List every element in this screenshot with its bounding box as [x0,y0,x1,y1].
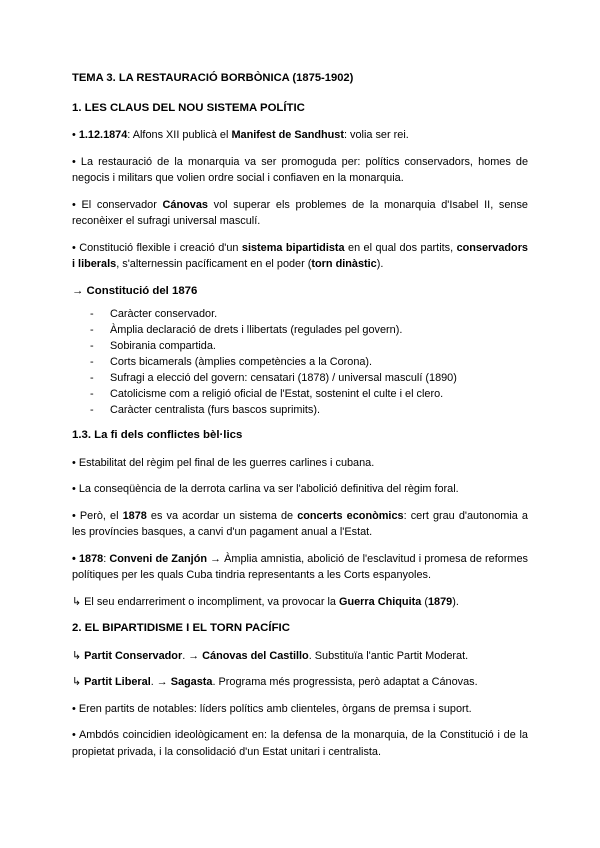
list-item: - Caràcter conservador. [90,306,528,322]
list-item: - Sufragi a elecció del govern: censatari (1878) / universal masculí (1890) [90,370,528,386]
paragraph-guerra-chiquita: ↳ El seu endarreriment o incompliment, va provocar la Guerra Chiquita (1879). [72,595,459,608]
paragraph-notables: • Eren partits de notables: líders polítics amb clienteles, òrgans de premsa i suport. [72,702,472,715]
paragraph-canovas: • El conservador Cánovas vol superar els problemes de la monarquia d'Isabel II, sense reconèixer el sufragi universal masculí. [72,198,528,227]
section-1-3-heading: 1.3. La fi dels conflictes bèl·lics [72,429,243,441]
paragraph-carlist: • La conseqüència de la derrota carlina va ser l'abolició definitiva del règim foral. [72,483,459,495]
list-item: - Catolicisme com a religió oficial de l'Estat, sostenint el culte i el clero. [90,386,528,402]
list-item: - Sobirania compartida. [90,338,528,354]
paragraph-ideology: • Ambdós coincidien ideològicament en: la defensa de la monarquia, de la Constitució i de la propietat privada, i la consolidació d'un Estat unitari i centralista. [72,729,528,758]
paragraph-restoration: • La restauració de la monarquia va ser promoguda per: polítics conservadors, homes de negocis i militars que volien ordre social i confiaven en la monarquia. [72,155,528,184]
constitution-list [72,306,528,418]
paragraph-stability: • Estabilitat del règim pel final de les guerres carlines i cubana. [72,456,375,469]
paragraph-concerts: • Però, el 1878 es va acordar un sistema de concerts econòmics: cert grau d'autonomia a les províncies basques, a canvi d'un pagament anual a l'Estat. [72,509,528,538]
list-item: - Corts bicamerals (àmplies competències a la Corona). [90,354,528,370]
document-title: TEMA 3. LA RESTAURACIÓ BORBÒNICA (1875-1902) [72,72,354,84]
paragraph-liberal-party: ↳ Partit Liberal. → Sagasta. Programa més progressista, però adaptat a Cánovas. [72,676,478,688]
paragraph-manifest: • 1.12.1874: Alfons XII publicà el Manifest de Sandhust: volia ser rei. [72,129,409,141]
paragraph-conservative-party: ↳ Partit Conservador. → Cánovas del Castillo. Substituïa l'antic Partit Moderat. [72,649,469,662]
paragraph-bipartisan: • Constitució flexible i creació d'un sistema bipartidista en el qual dos partits, conservadors i liberals, s'alternessin pacíficament en el poder (torn dinàstic). [72,241,528,270]
list-item: - Caràcter centralista (furs bascos suprimits). [90,402,528,418]
section-1-heading: 1. LES CLAUS DEL NOU SISTEMA POLÍTIC [72,101,305,114]
paragraph-zanjon: • 1878: Conveni de Zanjón → Àmplia amnistia, abolició de l'esclavitud i promesa de reformes polítiques per les quals Cuba tindria representants a les Corts espanyoles. [72,552,528,581]
section-2-heading: 2. EL BIPARTIDISME I EL TORN PACÍFIC [72,622,290,634]
list-item: - Àmplia declaració de drets i llibertats (regulades pel govern). [90,322,528,338]
constitution-subheading: → Constitució del 1876 [72,284,198,297]
